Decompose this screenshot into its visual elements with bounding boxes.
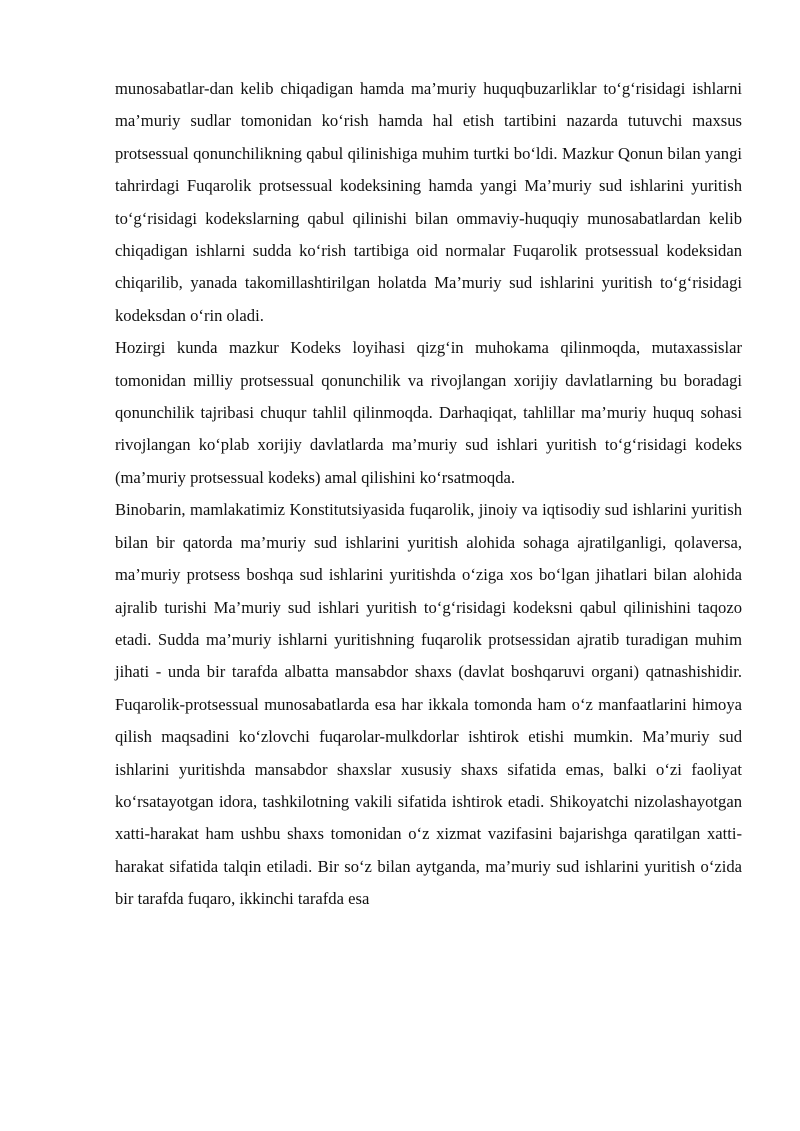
paragraph-3: Binobarin, mamlakatimiz Konstitutsiyasida fuqarolik, jinoiy va iqtisodiy sud ishlarini yuritish bilan bir qatorda ma’muriy sud ishlarini yuritish alohida sohaga ajratilganligi, qolaversa, ma’muriy protsess boshqa sud ishlarini yuritishda o‘ziga xos bo‘lgan jihatlari bilan alohida ajralib turishi Ma’muriy sud ishlari yuritish to‘g‘risidagi kodeksni qabul qilinishini taqozo etadi. Sudda ma’muriy ishlarni yuritishning fuqarolik protsessidan ajratib turadigan muhim jihati - unda bir tarafda albatta mansabdor shaxs (davlat boshqaruvi organi) qatnashishidir. Fuqarolik-protsessual munosabatlarda esa har ikkala tomonda ham o‘z manfaatlarini himoya qilish maqsadini ko‘zlovchi fuqarolar-mulkdorlar ishtirok etishi mumkin. Ma’muriy sud ishlarini yuritishda mansabdor shaxslar xususiy shaxs sifatida emas, balki o‘zi faoliyat ko‘rsatayotgan idora, tashkilotning vakili sifatida ishtirok etadi. Shikoyatchi nizolashayotgan xatti-harakat ham ushbu shaxs tomonidan o‘z xizmat vazifasini bajarishga qaratilgan xatti-harakat sifatida talqin etiladi. Bir so‘z bilan aytganda, ma’muriy sud ishlarini yuritish o‘zida bir tarafda fuqaro, ikkinchi tarafda esa <box>115 500 742 909</box>
paragraph-1: munosabatlar-dan kelib chiqadigan hamda ma’muriy huquqbuzarliklar to‘g‘risidagi ishlarni ma’muriy sudlar tomonidan ko‘rish hamda hal etish tartibini nazarda tutuvchi maxsus protsessual qonunchilikning qabul qilinishiga muhim turtki bo‘ldi. Mazkur Qonun bilan yangi tahrirdagi Fuqarolik protsessual kodeksining hamda yangi Ma’muriy sud ishlarini yuritish to‘g‘risidagi kodekslarning qabul qilinishi bilan ommaviy-huquqiy munosabatlardan kelib chiqadigan ishlarni sudda ko‘rish tartibiga oid normalar Fuqarolik protsessual kodeksidan chiqarilib, yanada takomillashtirilgan holatda Ma’muriy sud ishlarini yuritish to‘g‘risidagi kodeksdan o‘rin oladi. <box>115 79 742 325</box>
paragraph-2: Hozirgi kunda mazkur Kodeks loyihasi qizg‘in muhokama qilinmoqda, mutaxassislar tomonidan milliy protsessual qonunchilik va rivojlangan xorijiy davlatlarning bu boradagi qonunchilik tajribasi chuqur tahlil qilinmoqda. Darhaqiqat, tahlillar ma’muriy huquq sohasi rivojlangan ko‘plab xorijiy davlatlarda ma’muriy sud ishlari yuritish to‘g‘risidagi kodeks (ma’muriy protsessual kodeks) amal qilishini ko‘rsatmoqda. <box>115 338 742 487</box>
document-page <box>115 73 742 916</box>
